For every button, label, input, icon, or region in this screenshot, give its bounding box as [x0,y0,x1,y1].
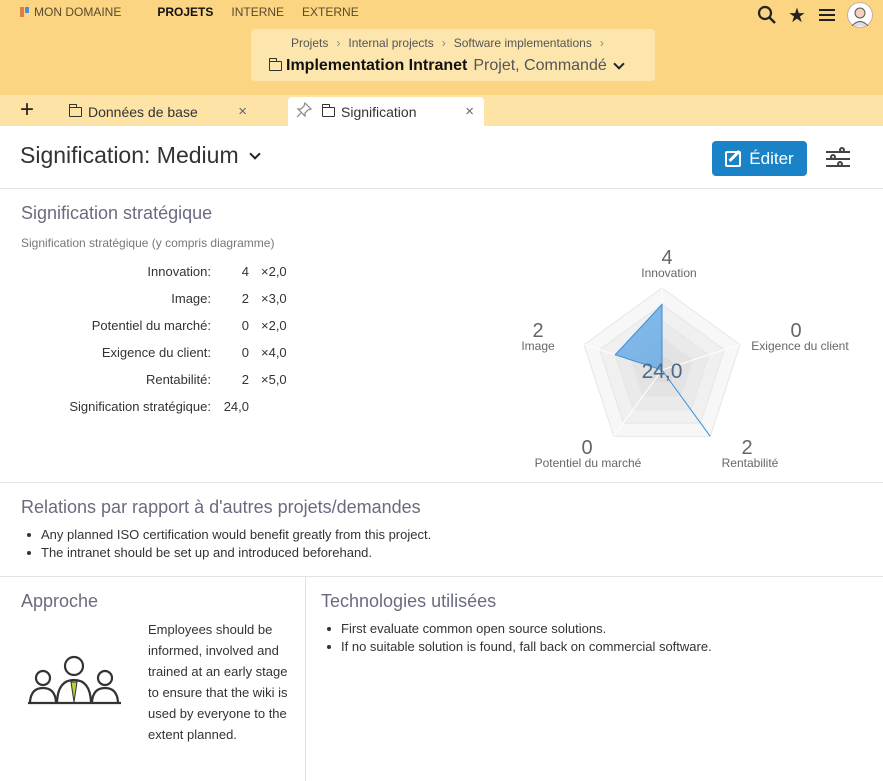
folder-icon [69,107,82,117]
radar-category-label: Image [521,339,555,353]
radar-category-label: Potentiel du marché [534,456,642,470]
folder-icon [322,107,335,117]
column-divider [305,577,306,781]
score-total-row: Signification stratégique: 24,0 [69,399,249,414]
breadcrumb-item-internal-projects[interactable]: Internal projects [348,36,434,50]
tab-label: Données de base [88,103,198,120]
divider [0,482,883,483]
project-selector[interactable] [269,57,623,75]
page-title[interactable]: Signification: Medium [20,142,259,169]
divider [0,576,883,577]
star-icon[interactable]: ★ [788,4,806,27]
approach-text: Employees should be informed, involved and trained at an early stage to ensure that the wiki is used by everyone to the extent planned. [148,622,288,742]
logo-icon [20,7,30,17]
tab-label: Signification [341,103,417,120]
radar-category-label: Innovation [641,266,697,280]
settings-sliders-icon[interactable] [826,148,850,170]
radar-value-label: 0 [581,437,593,459]
score-row: Rentabilité: 2 ×5,0 [145,372,287,387]
score-row: Potentiel du marché: 0 ×2,0 [91,318,287,333]
list-item: Any planned ISO certification would benefit greatly from this project. [21,526,431,544]
radar-value-label: 2 [741,437,753,459]
score-row: Innovation: 4 ×2,0 [147,264,287,279]
relations-list [21,526,431,562]
project-subtitle: Projet, Commandé [473,57,607,74]
list-item: First evaluate common open source solutions. [321,620,712,638]
radar-category-label: Exigence du client [751,339,849,353]
radar-value-label: 2 [532,320,544,342]
radar-center-label: 24,0 [641,360,683,383]
team-illustration [25,650,125,710]
section-title-technologies: Technologies utilisées [321,591,497,611]
radar-category-label: Rentabilité [721,456,779,470]
radar-value-label: 4 [661,247,673,269]
edit-button[interactable]: Éditer [712,141,807,176]
list-item: If no suitable solution is found, fall back on commercial software. [321,638,712,656]
section-title-approach: Approche [21,591,99,611]
section-title-strategic: Signification stratégique [21,203,213,223]
nav-item-mon-domaine[interactable]: MON DOMAINE [20,5,139,19]
tab-donnees-de-base[interactable] [57,97,257,126]
main-nav [20,5,377,19]
radar-chart [510,240,880,480]
nav-item-projets[interactable]: PROJETS [157,5,214,19]
chevron-down-icon [613,58,624,69]
strategic-subtitle: Signification stratégique (y compris diagramme) [21,236,275,250]
close-icon[interactable]: × [465,103,474,120]
top-actions [751,2,873,28]
score-row: Image: 2 ×3,0 [171,291,287,306]
add-tab-button[interactable]: + [20,96,35,123]
chevron-down-icon [249,148,260,159]
folder-icon [269,61,282,71]
breadcrumb-box [251,29,655,81]
breadcrumb-separator: › [599,36,604,50]
score-row: Exigence du client: 0 ×4,0 [101,345,287,360]
breadcrumb [291,36,612,50]
close-icon[interactable]: × [238,103,247,120]
breadcrumb-item-software-implementations[interactable]: Software implementations [453,36,592,50]
tab-signification[interactable] [288,97,484,126]
nav-item-interne[interactable]: INTERNE [231,5,285,19]
edit-icon [725,151,741,167]
search-icon[interactable] [753,3,781,27]
pin-icon[interactable] [296,102,312,121]
section-title-relations: Relations par rapport à d'autres projets/demandes [21,497,421,517]
list-item: The intranet should be set up and introduced beforehand. [21,544,431,562]
breadcrumb-separator: › [441,36,446,50]
technologies-list [321,620,712,656]
breadcrumb-separator: › [336,36,341,50]
project-title: Implementation Intranet [286,57,468,74]
menu-icon[interactable] [813,3,841,27]
breadcrumb-item-projets[interactable]: Projets [291,36,329,50]
nav-item-externe[interactable]: EXTERNE [302,5,359,19]
radar-value-label: 0 [790,320,802,342]
avatar[interactable] [847,2,873,28]
divider [0,188,883,189]
